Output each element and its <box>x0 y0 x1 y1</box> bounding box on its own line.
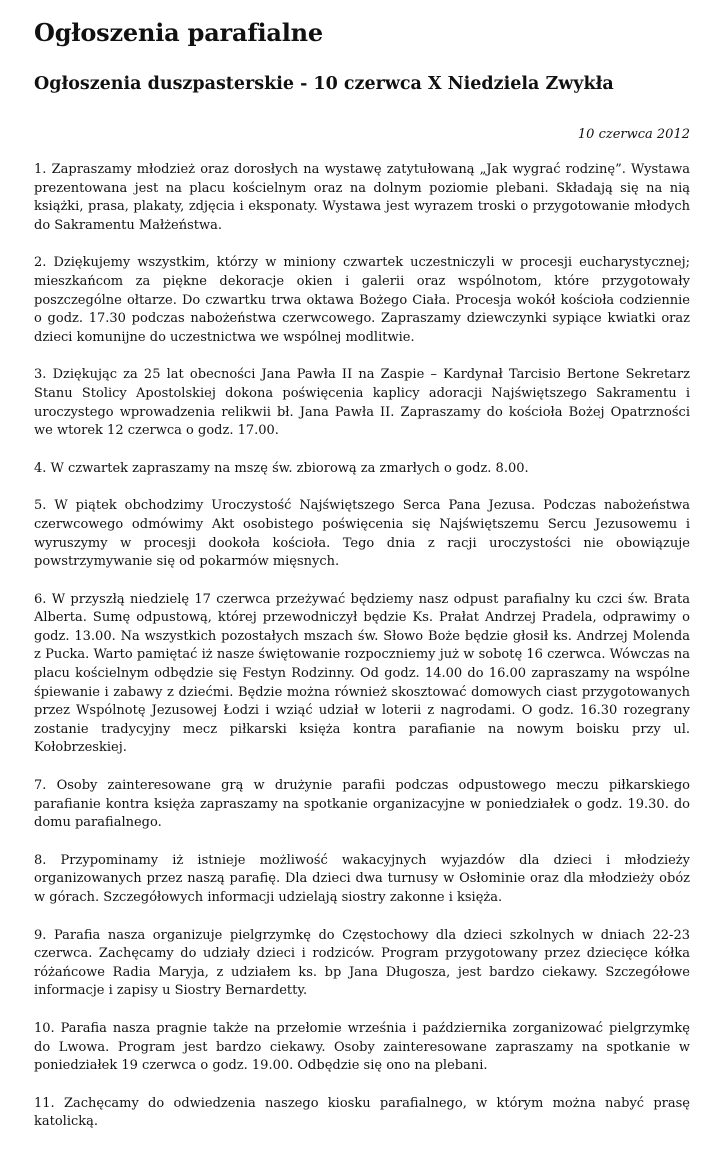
announcement-item: 5. W piątek obchodzimy Uroczystość Najświętszego Serca Pana Jezusa. Podczas nabożeństwa czerwcowego odmówimy Akt osobistego poświęcenia się Najświętszemu Sercu Jezusowemu i wyruszymy w procesji dookoła kościoła. Tego dnia z racji uroczystości nie obowiązuje powstrzymywanie się od pokarmów mięsnych. <box>34 498 690 570</box>
page-subtitle: Ogłoszenia duszpasterskie - 10 czerwca X Niedziela Zwykła <box>34 74 614 94</box>
announcement-item: 1. Zapraszamy młodzież oraz dorosłych na wystawę zatytułowaną „Jak wygrać rodzinę”. Wystawa prezentowana jest na placu kościelnym oraz na dolnym poziomie plebani. Składają się na nią książki, prasa, plakaty, zdjęcia i eksponaty. Wystawa jest wyrazem troski o przygotowanie młodych do Sakramentu Małżeństwa. <box>34 162 690 233</box>
announcement-item: 11. Zachęcamy do odwiedzenia naszego kiosku parafialnego, w którym można nabyć prasę katolicką. <box>34 1095 690 1130</box>
announcement-item: 9. Parafia nasza organizuje pielgrzymkę do Częstochowy dla dzieci szkolnych w dniach 22-23 czerwca. Zachęcamy do udziały dzieci i rodziców. Program przygotowany przez dziecięce kółka różańcowe Radia Maryja, z udziałem ks. bp Jana Długosza, jest bardzo ciekawy. Szczegółowe informacje i zapisy u Siostry Bernardetty. <box>34 927 690 999</box>
announcement-item: 7. Osoby zainteresowane grą w drużynie parafii podczas odpustowego meczu piłkarskiego parafianie kontra księża zapraszamy na spotkanie organizacyjne w poniedziałek o godz. 19.30. do domu parafialnego. <box>34 778 690 831</box>
announcements-list <box>34 161 690 1151</box>
announcement-item: 2. Dziękujemy wszystkim, którzy w miniony czwartek uczestniczyli w procesji eucharystycznej; mieszkańcom za piękne dekoracje okien i galerii oraz wspólnotom, które przygotowały poszczególne ołtarze. Do czwartku trwa oktawa Bożego Ciała. Procesja wokół kościoła codziennie o godz. 17.30 podczas nabożeństwa czerwcowego. Zapraszamy dziewczynki sypiące kwiatki oraz dzieci komunijne do uczestnictwa we wspólnej modlitwie. <box>34 255 690 345</box>
announcement-item: 3. Dziękując za 25 lat obecności Jana Pawła II na Zaspie – Kardynał Tarcisio Bertone Sekretarz Stanu Stolicy Apostolskiej dokona poświęcenia kaplicy adoracji Najświętszego Sakramentu i uroczystego wprowadzenia relikwii bł. Jana Pawła II. Zapraszamy do kościoła Bożej Opatrzności we wtorek 12 czerwca o godz. 17.00. <box>34 367 690 439</box>
page-title: Ogłoszenia parafialne <box>34 18 323 47</box>
announcement-item: 8. Przypominamy iż istnieje możliwość wakacyjnych wyjazdów dla dzieci i młodzieży organizowanych przez naszą parafię. Dla dzieci dwa turnusy w Osłominie oraz dla młodzieży obóz w górach. Szczegółowych informacji udzielają siostry zakonne i księża. <box>34 852 690 905</box>
announcement-date: 10 czerwca 2012 <box>577 127 690 142</box>
announcement-item: 4. W czwartek zapraszamy na mszę św. zbiorową za zmarłych o godz. 8.00. <box>34 460 529 476</box>
announcement-item: 6. W przyszłą niedzielę 17 czerwca przeżywać będziemy nasz odpust parafialny ku czci św. Brata Alberta. Sumę odpustową, której przewodniczył będzie Ks. Prałat Andrzej Pradela, odprawimy o godz. 13.00. Na wszystkich pozostałych mszach św. Słowo Boże będzie głosił ks. Andrzej Molenda z Pucka. Warto pamiętać iż nasze świętowanie rozpoczniemy już w sobotę 16 czerwca. Wówczas na placu kościelnym odbędzie się Festyn Rodzinny. Od godz. 14.00 do 16.00 zapraszamy na wspólne śpiewanie i zabawy z dziećmi. Będzie można również skosztować domowych ciast przygotowanych przez Wspólnotę Jezusowej Łodzi i wziąć udział w loterii z nagrodami. O godz. 16.30 rozegrany zostanie tradycyjny mecz piłkarski księża kontra parafianie na nowym boisku przy ul. Kołobrzeskiej. <box>34 591 690 756</box>
announcement-item: 10. Parafia nasza pragnie także na przełomie września i października zorganizować pielgrzymkę do Lwowa. Program jest bardzo ciekawy. Osoby zainteresowane zapraszamy na spotkanie w poniedziałek 19 czerwca o godz. 19.00. Odbędzie się ono na plebani. <box>34 1020 690 1074</box>
